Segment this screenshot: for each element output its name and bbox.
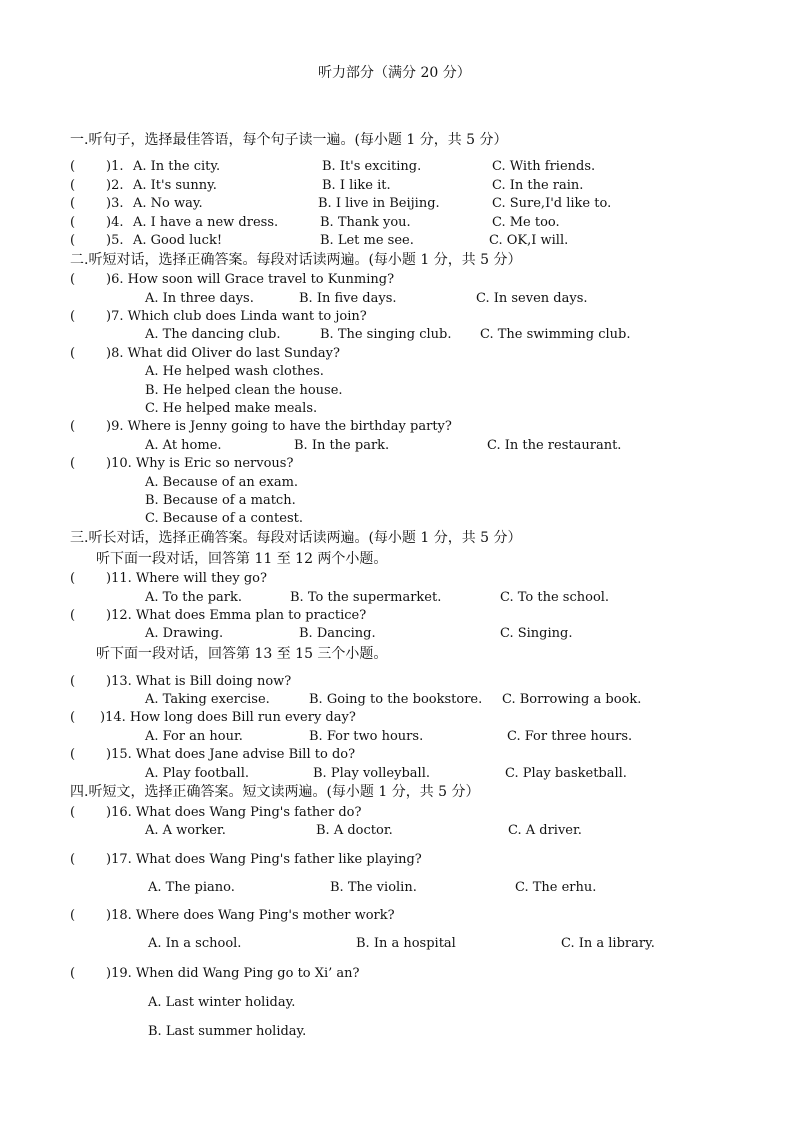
option-b: B. Because of a match. [145, 493, 296, 508]
option-c: C. OK,I will. [489, 233, 569, 248]
option-a: A. In three days. [145, 291, 254, 306]
question-text: )19. When did Wang Ping go to Xi’ an? [106, 966, 360, 981]
option-c: C. The swimming club. [480, 327, 631, 342]
option-c: C. Me too. [492, 215, 560, 230]
question-text: )8. What did Oliver do last Sunday? [106, 346, 340, 361]
answer-paren: ( [70, 159, 76, 174]
option-b: B. A doctor. [316, 823, 393, 838]
option-b: B. The singing club. [320, 327, 452, 342]
option-a: A. No way. [133, 196, 203, 211]
question-stem [70, 907, 395, 925]
option-c: C. He helped make meals. [145, 401, 318, 416]
option-c: C. Sure,I'd like to. [492, 196, 612, 211]
question-stem [70, 607, 366, 625]
option-a: A. The dancing club. [145, 327, 281, 342]
option-a: A. To the park. [145, 590, 242, 605]
question-stem [70, 232, 123, 250]
option-b: B. In the park. [294, 438, 390, 453]
option-a: A. A worker. [145, 823, 226, 838]
question-text: )6. How soon will Grace travel to Kunming? [106, 272, 395, 287]
question-text: )14. How long does Bill run every day? [100, 710, 356, 725]
section-heading-3: 三.听长对话，选择正确答案。每段对话读两遍。(每小题 1 分，共 5 分） [70, 530, 522, 546]
option-b: B. Let me see. [320, 233, 414, 248]
answer-paren: ( [70, 747, 76, 762]
question-number: )5. [106, 233, 124, 248]
option-a: A. In the city. [133, 159, 221, 174]
option-c: C. To the school. [500, 590, 610, 605]
option-a: A. The piano. [148, 880, 235, 895]
answer-paren: ( [70, 456, 76, 471]
answer-paren: ( [70, 852, 76, 867]
option-a: A. Because of an exam. [145, 475, 299, 490]
section-heading-1: 一.听句子，选择最佳答语，每个句子读一遍。(每小题 1 分，共 5 分） [70, 132, 508, 148]
option-a: A. It's sunny. [133, 178, 217, 193]
option-c: C. In seven days. [476, 291, 588, 306]
option-a: A. Taking exercise. [145, 692, 270, 707]
question-stem [70, 851, 422, 869]
option-a: A. I have a new dress. [133, 215, 279, 230]
question-text: )16. What does Wang Ping's father do? [106, 805, 362, 820]
option-b: B. Dancing. [299, 626, 376, 641]
question-stem [70, 804, 361, 822]
answer-paren: ( [70, 346, 76, 361]
option-b: B. Going to the bookstore. [309, 692, 483, 707]
option-a: A. He helped wash clothes. [145, 364, 324, 379]
answer-paren: ( [70, 674, 76, 689]
answer-paren: ( [70, 805, 76, 820]
option-b: B. It's exciting. [322, 159, 422, 174]
option-c: C. The erhu. [515, 880, 597, 895]
option-b: B. I like it. [322, 178, 391, 193]
answer-paren: ( [70, 966, 76, 981]
question-stem [70, 673, 291, 691]
option-a: A. Good luck! [133, 233, 223, 248]
question-stem [70, 746, 355, 764]
question-stem [70, 214, 123, 232]
option-b: B. I live in Beijing. [318, 196, 440, 211]
answer-paren: ( [70, 908, 76, 923]
question-number: )2. [106, 178, 124, 193]
option-b: B. Play volleyball. [313, 766, 430, 781]
question-stem [70, 570, 267, 588]
option-b: B. Thank you. [320, 215, 411, 230]
question-stem [70, 418, 452, 436]
question-number: )3. [106, 196, 124, 211]
option-c: C. For three hours. [507, 729, 633, 744]
question-stem [70, 177, 123, 195]
answer-paren: ( [70, 608, 76, 623]
answer-paren: ( [70, 571, 76, 586]
answer-paren: ( [70, 710, 76, 725]
question-text: )10. Why is Eric so nervous? [106, 456, 294, 471]
option-b: B. For two hours. [309, 729, 424, 744]
option-c: C. In the rain. [492, 178, 584, 193]
dialogue-instruction: 听下面一段对话，回答第 13 至 15 三个小题。 [96, 646, 388, 662]
question-text: )9. Where is Jenny going to have the birthday party? [106, 419, 452, 434]
question-stem [70, 158, 123, 176]
question-stem [70, 345, 340, 363]
option-c: C. Borrowing a book. [502, 692, 642, 707]
option-a: A. Drawing. [145, 626, 224, 641]
question-stem [70, 271, 394, 289]
dialogue-instruction: 听下面一段对话，回答第 11 至 12 两个小题。 [96, 551, 388, 567]
question-text: )11. Where will they go? [106, 571, 267, 586]
section-heading-4: 四.听短文，选择正确答案。短文读两遍。(每小题 1 分，共 5 分） [70, 784, 480, 800]
option-c: C. With friends. [492, 159, 596, 174]
option-b: B. He helped clean the house. [145, 383, 343, 398]
option-b: B. In five days. [299, 291, 397, 306]
question-text: )15. What does Jane advise Bill to do? [106, 747, 356, 762]
question-text: )7. Which club does Linda want to join? [106, 309, 367, 324]
option-b: B. In a hospital [356, 936, 456, 951]
question-text: )17. What does Wang Ping's father like playing? [106, 852, 422, 867]
answer-paren: ( [70, 272, 76, 287]
answer-paren: ( [70, 309, 76, 324]
question-text: )12. What does Emma plan to practice? [106, 608, 367, 623]
option-a: A. Last winter holiday. [148, 995, 296, 1010]
answer-paren: ( [70, 233, 76, 248]
option-a: A. Play football. [145, 766, 249, 781]
answer-paren: ( [70, 178, 76, 193]
page-title: 听力部分（满分 20 分） [318, 65, 471, 81]
option-a: A. For an hour. [145, 729, 243, 744]
answer-paren: ( [70, 215, 76, 230]
option-c: C. Because of a contest. [145, 511, 303, 526]
question-stem [70, 709, 356, 727]
question-number: )4. [106, 215, 124, 230]
question-stem [70, 965, 360, 983]
option-c: C. Play basketball. [505, 766, 627, 781]
question-stem [70, 308, 367, 326]
section-heading-2: 二.听短对话，选择正确答案。每段对话读两遍。(每小题 1 分，共 5 分） [70, 252, 522, 268]
question-stem [70, 195, 123, 213]
question-text: )18. Where does Wang Ping's mother work? [106, 908, 395, 923]
option-c: C. A driver. [508, 823, 582, 838]
answer-paren: ( [70, 419, 76, 434]
question-text: )13. What is Bill doing now? [106, 674, 292, 689]
option-c: C. In the restaurant. [487, 438, 622, 453]
option-a: A. In a school. [148, 936, 242, 951]
question-stem [70, 455, 293, 473]
option-b: B. The violin. [330, 880, 417, 895]
option-c: C. Singing. [500, 626, 573, 641]
option-b: B. To the supermarket. [290, 590, 442, 605]
question-number: )1. [106, 159, 124, 174]
option-b: B. Last summer holiday. [148, 1024, 307, 1039]
answer-paren: ( [70, 196, 76, 211]
option-a: A. At home. [145, 438, 222, 453]
option-c: C. In a library. [561, 936, 655, 951]
